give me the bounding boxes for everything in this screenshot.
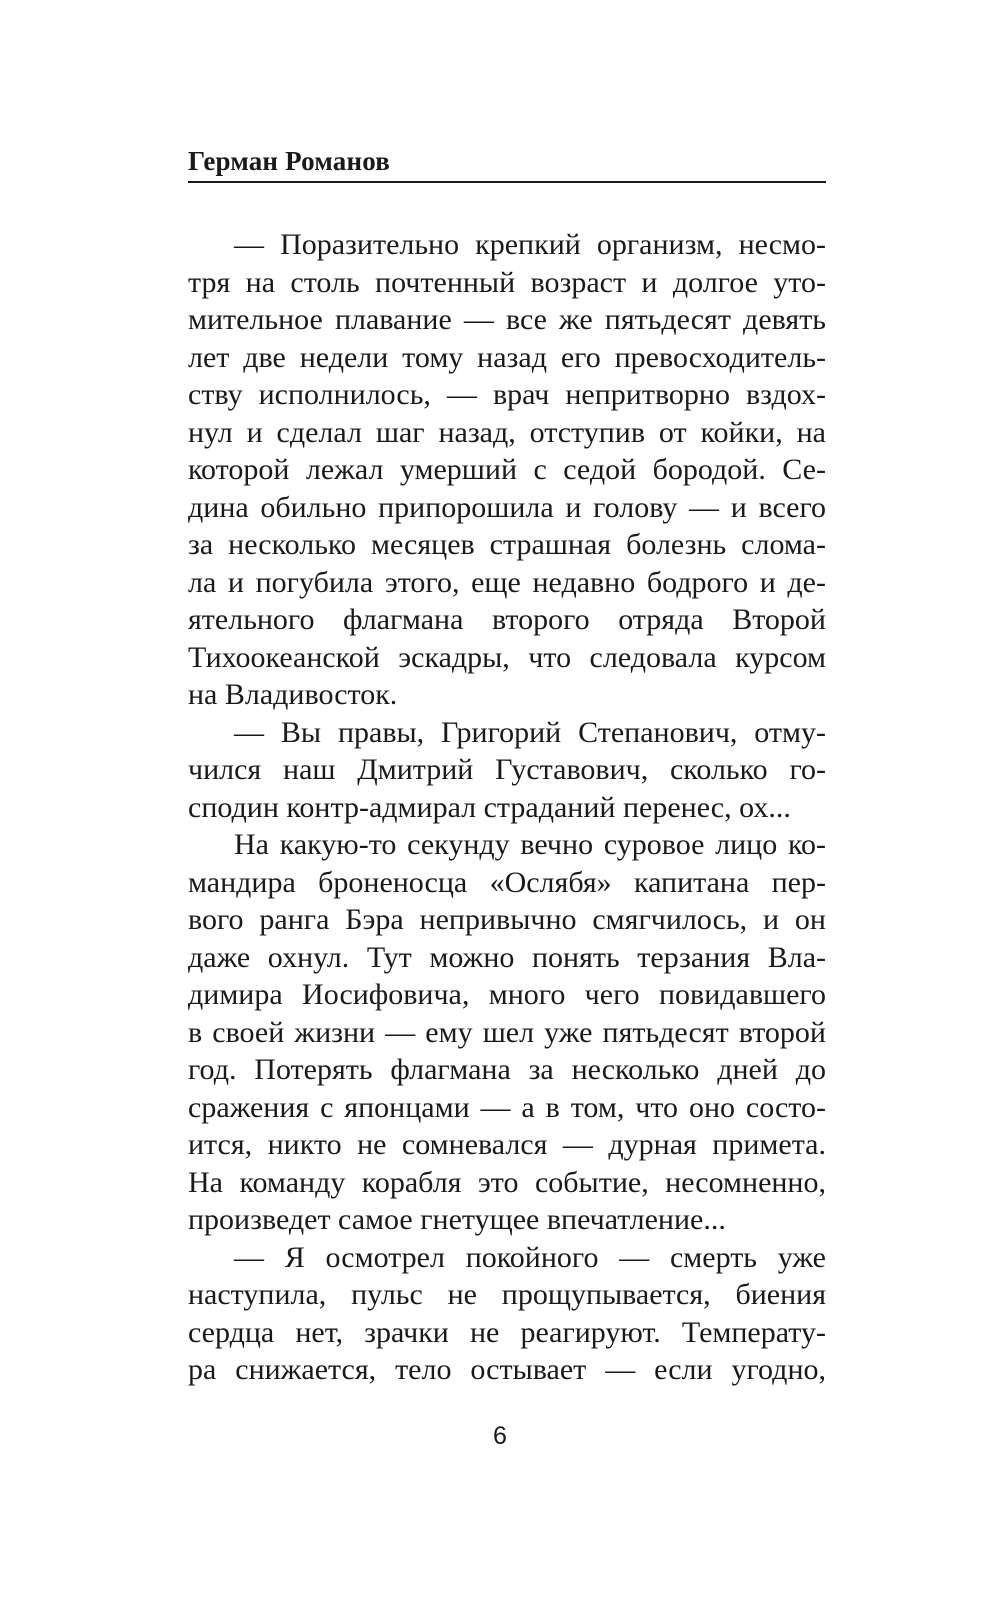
text-line: мительное плавание — все же пятьдесят девять [188, 303, 826, 336]
text-line: которой лежал умерший с седой бородой. Се- [188, 453, 826, 486]
text-line: На команду корабля это событие, несомненно, [188, 1165, 826, 1199]
text-line: ится, никто не сомневался — дурная примета. [188, 1128, 826, 1161]
text-line: на Владивосток. [188, 678, 398, 711]
text-line: год. Потерять флагмана за несколько дней до [188, 1053, 826, 1086]
text-line: дина обильно припорошила и голову — и всего [188, 490, 826, 524]
text-line: ла и погубила этого, еще недавно бодрого и де- [188, 565, 826, 599]
text-line: вого ранга Бэра непривычно смягчилось, и он [188, 903, 826, 936]
text-line: сердца нет, зрачки не реагируют. Температу- [188, 1315, 826, 1349]
header-rule [188, 181, 826, 183]
text-line: нул и сделал шаг назад, отступив от койки, на [188, 415, 826, 449]
text-line: произведет самое гнетущее впечатление... [188, 1203, 726, 1236]
page-number: 6 [493, 1422, 507, 1450]
text-line: наступила, пульс не прощупывается, биения [188, 1278, 826, 1311]
text-line: в своей жизни — ему шел уже пятьдесят второй [188, 1015, 826, 1049]
text-line: На какую-то секунду вечно суровое лицо ко- [234, 828, 826, 861]
text-line: димира Иосифовича, много чего повидавшего [188, 978, 826, 1011]
text-line: сражения с японцами — а в том, что оно состо- [188, 1090, 826, 1124]
text-line: за несколько месяцев страшная болезнь слома- [188, 528, 826, 561]
text-line: чился наш Дмитрий Густавович, сколько го- [188, 753, 826, 786]
text-line: — Вы правы, Григорий Степанович, отму- [234, 715, 826, 749]
text-line: — Поразительно крепкий организм, несмо- [234, 228, 826, 261]
text-line: Тихоокеанской эскадры, что следовала курсом [188, 640, 826, 674]
text-line: даже охнул. Тут можно понять терзания Вла- [188, 940, 826, 974]
text-line: ра снижается, тело остывает — если угодно, [188, 1353, 826, 1386]
text-line: ству исполнилось, — врач непритворно вздох- [188, 378, 826, 411]
text-line: тря на столь почтенный возраст и долгое уто- [188, 265, 826, 299]
text-line: — Я осмотрел покойного — смерть уже [234, 1240, 826, 1274]
text-line: ятельного флагмана второго отряда Второй [188, 603, 826, 636]
text-line: лет две недели тому назад его превосходитель- [188, 340, 826, 374]
body-text [188, 226, 826, 1389]
running-head-author: Герман Романов [188, 146, 391, 176]
text-line: сподин контр-адмирал страданий перенес, ох... [188, 790, 791, 824]
text-line: мандира броненосца «Ослябя» капитана пер- [188, 865, 826, 899]
